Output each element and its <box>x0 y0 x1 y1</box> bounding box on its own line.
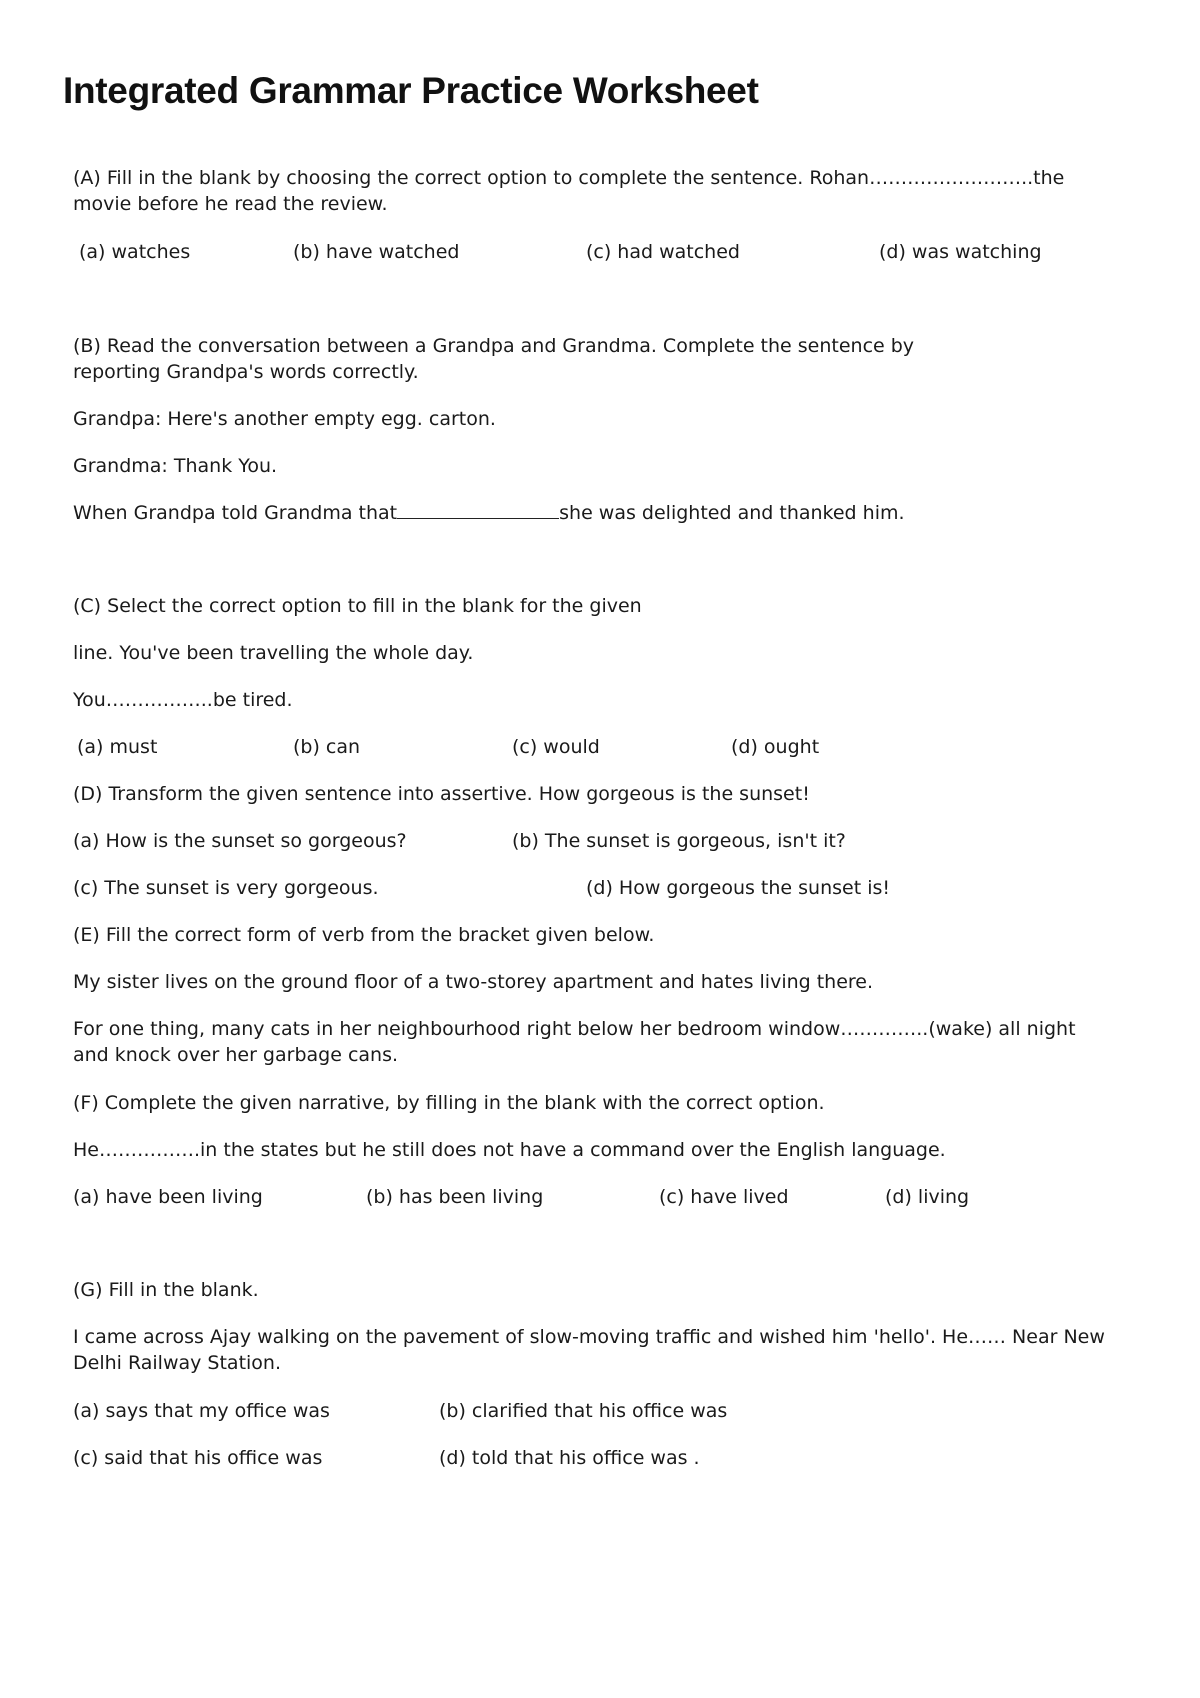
question-c-option-c: (c) would <box>512 736 600 758</box>
question-g-option-c: (c) said that his office was <box>73 1447 323 1469</box>
question-a-option-d: (d) was watching <box>879 241 1042 263</box>
question-b-sentence <box>73 500 905 526</box>
question-g-option-d: (d) told that his office was . <box>439 1447 700 1469</box>
question-b-grandma-line: Grandma: Thank You. <box>73 455 278 477</box>
question-d-option-d: (d) How gorgeous the sunset is! <box>586 877 891 899</box>
question-d-option-a: (a) How is the sunset so gorgeous? <box>73 830 407 852</box>
question-a-option-a: (a) watches <box>79 241 191 263</box>
question-c-line-1: line. You've been travelling the whole day. <box>73 642 474 664</box>
question-c-prompt: (C) Select the correct option to fill in the blank for the given <box>73 595 642 617</box>
question-f-prompt: (F) Complete the given narrative, by filling in the blank with the correct option. <box>73 1092 825 1114</box>
question-c-line-2: You……………..be tired. <box>73 689 293 711</box>
question-b-grandpa-line: Grandpa: Here's another empty egg. carton. <box>73 408 496 430</box>
question-d-option-c: (c) The sunset is very gorgeous. <box>73 877 379 899</box>
answer-blank <box>397 500 559 519</box>
question-c-option-d: (d) ought <box>731 736 820 758</box>
question-b-sentence-start: When Grandpa told Grandma that <box>73 502 398 524</box>
question-e-prompt: (E) Fill the correct form of verb from the bracket given below. <box>73 924 655 946</box>
question-f-option-b: (b) has been living <box>366 1186 544 1208</box>
question-e-line-2: For one thing, many cats in her neighbourhood right below her bedroom window…………..(wake) all night and knock over her garbage cans. <box>73 1018 1076 1066</box>
question-d-option-b: (b) The sunset is gorgeous, isn't it? <box>512 830 846 852</box>
page-title: Integrated Grammar Practice Worksheet <box>63 70 759 111</box>
question-c-option-a: (a) must <box>77 736 158 758</box>
question-e-line-1: My sister lives on the ground floor of a two-storey apartment and hates living there. <box>73 971 874 993</box>
question-g-line-1: I came across Ajay walking on the pavement of slow-moving traffic and wished him 'hello'. He…… Near New Delhi Railway Station. <box>73 1326 1105 1374</box>
question-a-option-c: (c) had watched <box>586 241 740 263</box>
question-a-option-b: (b) have watched <box>293 241 460 263</box>
question-g-option-b: (b) clarified that his office was <box>439 1400 728 1422</box>
question-d-prompt: (D) Transform the given sentence into assertive. How gorgeous is the sunset! <box>73 783 810 805</box>
question-f-option-c: (c) have lived <box>659 1186 789 1208</box>
question-b-prompt: (B) Read the conversation between a Grandpa and Grandma. Complete the sentence by reporting Grandpa's words correctly. <box>73 335 915 383</box>
question-f-line-1: He…………….in the states but he still does not have a command over the English language. <box>73 1139 946 1161</box>
question-a-prompt: (A) Fill in the blank by choosing the correct option to complete the sentence. Rohan……………………..the movie before he read the review. <box>73 167 1065 215</box>
question-f-option-a: (a) have been living <box>73 1186 263 1208</box>
question-c-option-b: (b) can <box>293 736 361 758</box>
question-g-option-a: (a) says that my office was <box>73 1400 330 1422</box>
question-g-prompt: (G) Fill in the blank. <box>73 1279 259 1301</box>
question-f-option-d: (d) living <box>885 1186 970 1208</box>
question-b-sentence-end: she was delighted and thanked him. <box>559 502 905 524</box>
